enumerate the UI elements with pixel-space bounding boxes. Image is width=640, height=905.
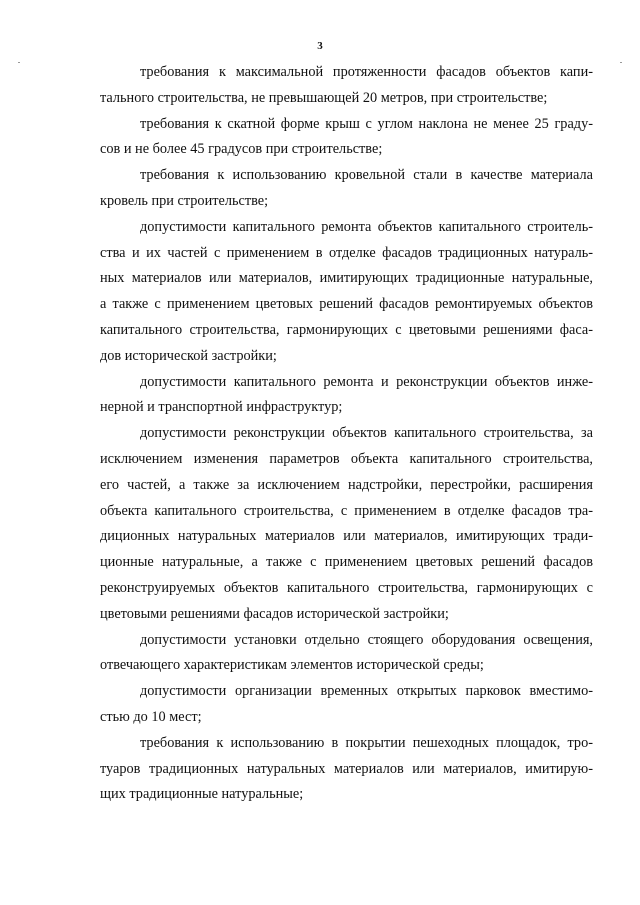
text-line: цветовыми решениями фасадов исторической застройки; [100, 605, 449, 622]
paragraph [100, 215, 593, 370]
text-line: требования к использованию в покрытии пешеходных площадок, тро- [140, 734, 593, 751]
text-line: стью до 10 мест; [100, 708, 202, 725]
text-line: тального строительства, не превышающей 20 метров, при строительстве; [100, 89, 548, 106]
text-line: капитального строительства, гармонирующих с цветовыми решениями фаса- [100, 321, 593, 338]
paragraph [100, 679, 593, 731]
text-line: требования к использованию кровельной стали в качестве материала [140, 167, 593, 184]
paragraph [100, 421, 593, 627]
text-line: ных материалов или материалов, имитирующих традиционные натуральные, [100, 270, 593, 287]
paragraph [100, 628, 593, 680]
text-line: отвечающего характеристикам элементов исторической среды; [100, 657, 484, 674]
text-line: щих традиционные натуральные; [100, 786, 304, 803]
text-line: допустимости реконструкции объектов капитального строительства, за [140, 425, 593, 442]
text-line: объекта капитального строительства, с применением в отделке фасадов тра- [100, 502, 593, 519]
text-line: сов и не более 45 градусов при строительстве; [100, 141, 383, 158]
text-line: а также с применением цветовых решений фасадов ремонтируемых объектов [100, 296, 593, 313]
document-body [100, 60, 593, 808]
text-line: допустимости организации временных открытых парковок вместимо- [140, 683, 593, 700]
paragraph [100, 731, 593, 808]
text-line: туаров традиционных натуральных материалов или материалов, имитирую- [100, 760, 593, 777]
scan-speck [18, 62, 20, 63]
text-line: нерной и транспортной инфраструктур; [100, 399, 343, 416]
paragraph [100, 112, 593, 164]
text-line: допустимости капитального ремонта и реконструкции объектов инже- [140, 373, 593, 390]
paragraph [100, 60, 593, 112]
text-line: диционных натуральных материалов или материалов, имитирующих тради- [100, 528, 593, 545]
text-line: реконструируемых объектов капитального строительства, гармонирующих с [100, 579, 593, 596]
text-line: кровель при строительстве; [100, 192, 269, 209]
text-line: дов исторической застройки; [100, 347, 277, 364]
text-line: допустимости капитального ремонта объектов капитального строитель- [140, 218, 593, 235]
text-line: исключением изменения параметров объекта капитального строительства, [100, 450, 593, 467]
paragraph [100, 370, 593, 422]
paragraph [100, 163, 593, 215]
text-line: ционные натуральные, а также с применением цветовых решений фасадов [100, 554, 593, 571]
text-line: его частей, а также за исключением надстройки, перестройки, расширения [100, 476, 593, 493]
text-line: требования к максимальной протяженности фасадов объектов капи- [140, 64, 593, 80]
text-line: допустимости установки отдельно стоящего оборудования освещения, [140, 631, 593, 648]
scan-speck [620, 62, 622, 63]
page-number: 3 [317, 40, 323, 52]
text-line: требования к скатной форме крыш с углом наклона не менее 25 граду- [140, 115, 593, 132]
text-line: ства и их частей с применением в отделке фасадов традиционных натураль- [100, 244, 593, 261]
